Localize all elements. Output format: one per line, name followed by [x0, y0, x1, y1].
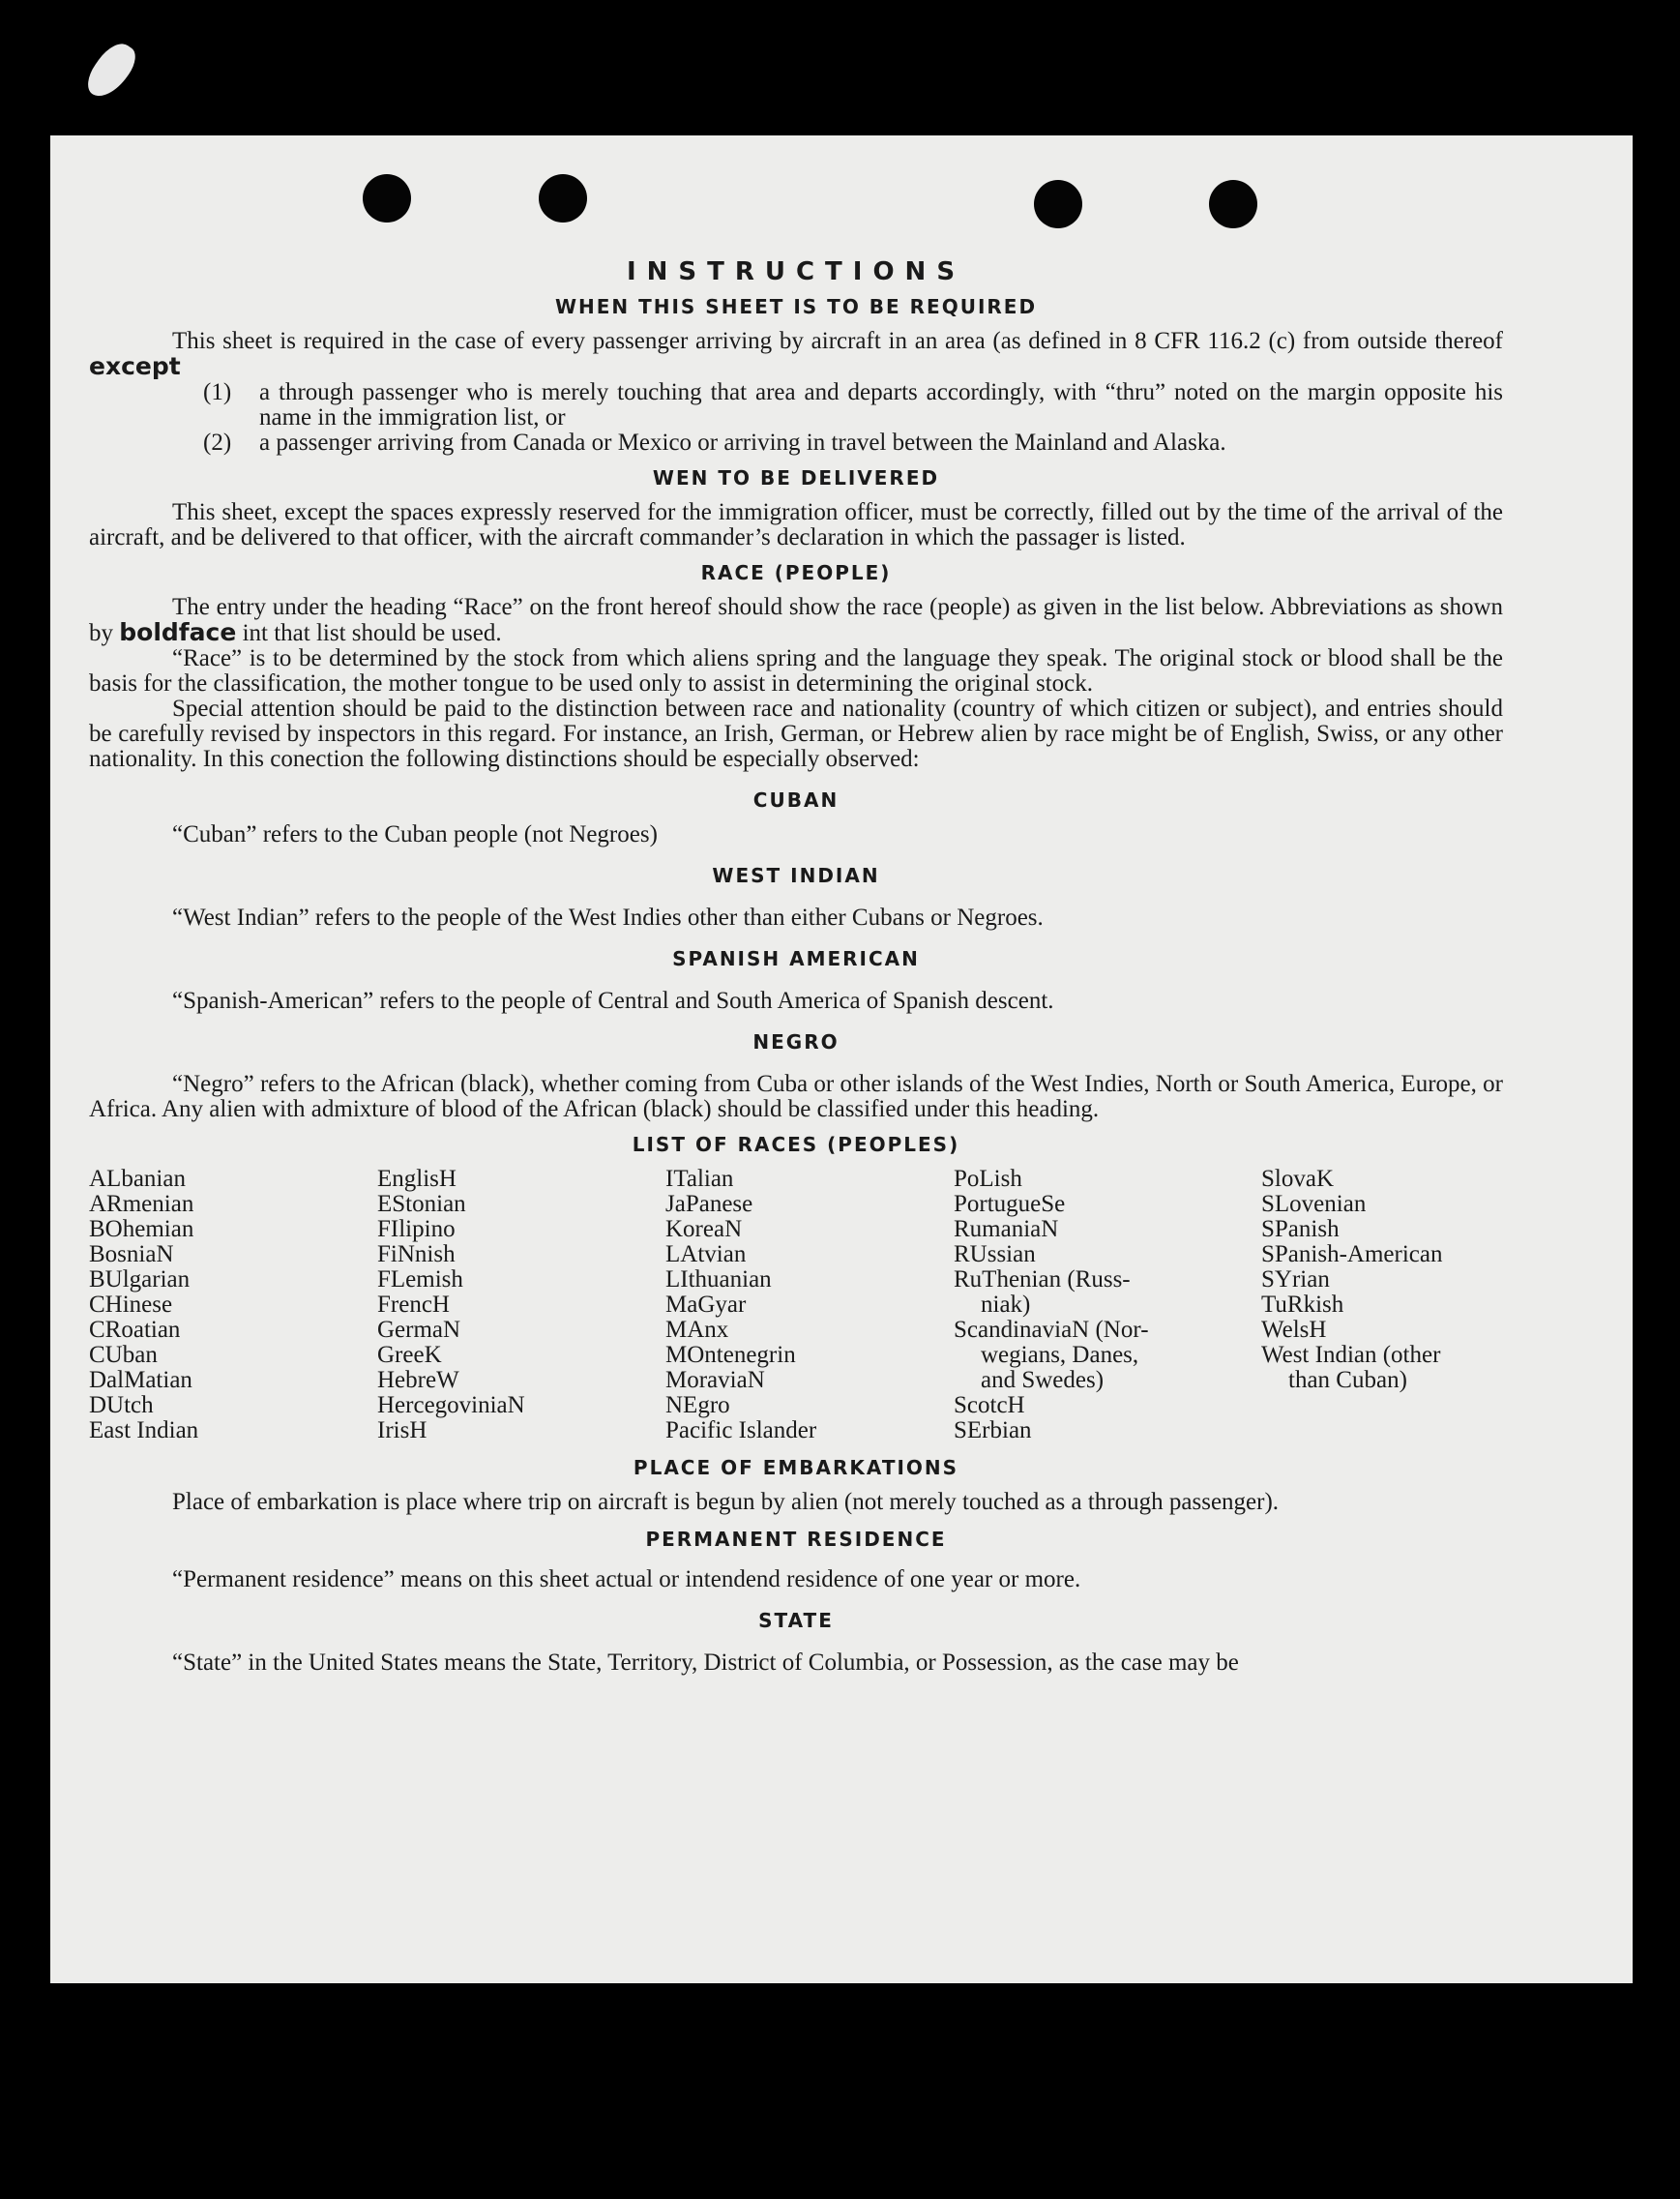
section-heading: WEN TO BE DELIVERED: [652, 466, 940, 490]
list-item: (2) a passenger arriving from Canada or Mexico or arriving in travel between the Mainland and Alaska.: [203, 430, 1226, 456]
paragraph: “Race” is to be determined by the stock from which aliens spring and the language they speak. The original stock or blood shall be the basis for the classification, the mother tongue to be used only to assist in determining the original stock.: [89, 645, 1503, 697]
races-column-1: ALbanian ARmenian BOhemian BosniaN BUlgarian CHinese CRoatian CUban DalMatian DUtch East Indian: [89, 1166, 199, 1443]
section-heading: NEGRO: [752, 1030, 840, 1054]
punch-hole: [1034, 180, 1082, 228]
paragraph: Place of embarkation is place where trip on aircraft is begun by alien (not merely touched as a through passenger).: [172, 1489, 1280, 1515]
paragraph: “Negro” refers to the African (black), whether coming from Cuba or other islands of the West Indies, North or South America, Europe, or Africa. Any alien with admixture of blood of the African (black) should be classified under this heading.: [89, 1071, 1503, 1122]
races-column-3: ITalian JaPanese KoreaN LAtvian LIthuanian MaGyar MAnx MOntenegrin MoraviaN NEgro Pacific Islander: [665, 1166, 817, 1443]
document-title: INSTRUCTIONS: [626, 257, 966, 286]
punch-hole: [539, 174, 587, 223]
bold-text: except: [89, 352, 181, 380]
paragraph: “West Indian” refers to the people of the West Indies other than either Cubans or Negroes.: [172, 905, 1044, 931]
punch-hole: [363, 174, 411, 223]
section-heading: PERMANENT RESIDENCE: [645, 1528, 947, 1551]
list-item: (1) a through passenger who is merely touching that area and departs accordingly, with “thru” noted on the margin opposite his name in the immigration list, or: [203, 379, 1503, 431]
races-column-5: SlovaK SLovenian SPanish SPanish-American SYrian TuRkish WelsH West Indian (other than Cuban): [1261, 1166, 1443, 1393]
paragraph: “Cuban” refers to the Cuban people (not Negroes): [172, 821, 658, 847]
paragraph: This sheet is required in the case of every passenger arriving by aircraft in an area (as defined in 8 CFR 116.2 (c) from outside thereof except: [89, 328, 1503, 380]
paragraph: “Permanent residence” means on this sheet actual or intendend residence of one year or more.: [172, 1566, 1081, 1592]
races-column-2: EnglisH EStonian FIlipino FiNnish FLemish FrencH GermaN GreeK HebreW HercegoviniaN IrisH: [377, 1166, 525, 1443]
bold-text: boldface: [119, 618, 237, 646]
section-heading: RACE (PEOPLE): [700, 561, 892, 584]
paragraph: This sheet, except the spaces expressly reserved for the immigration officer, must be correctly, filled out by the time of the arrival of the aircraft, and be delivered to that officer, with the aircraft commander’s declaration in which the passager is listed.: [89, 499, 1503, 550]
section-heading: LIST OF RACES (PEOPLES): [632, 1133, 960, 1156]
film-scratch: [80, 37, 141, 104]
races-list: [89, 1167, 1503, 1443]
punch-hole: [1209, 180, 1257, 228]
section-heading: WEST INDIAN: [712, 864, 880, 887]
races-column-4: PoLish PortugueSe RumaniaN RUssian RuThenian (Russ- niak) ScandinaviaN (Nor- wegians, Danes, and Swedes) ScotcH SErbian: [954, 1166, 1149, 1443]
section-heading: STATE: [758, 1609, 834, 1632]
paragraph: “Spanish-American” refers to the people of Central and South America of Spanish descent.: [172, 988, 1054, 1014]
section-heading: PLACE OF EMBARKATIONS: [633, 1456, 959, 1479]
paragraph: The entry under the heading “Race” on the front hereof should show the race (people) as given in the list below. Abbreviations as shown by boldface int that list should be used.: [89, 594, 1503, 646]
section-heading: WHEN THIS SHEET IS TO BE REQUIRED: [554, 295, 1038, 318]
paragraph: “State” in the United States means the State, Territory, District of Columbia, or Possession, as the case may be: [172, 1649, 1239, 1676]
section-heading: SPANISH AMERICAN: [672, 947, 920, 970]
document-body: [89, 259, 1503, 1676]
instruction-sheet: [50, 135, 1633, 1983]
section-heading: CUBAN: [752, 788, 840, 812]
paragraph: Special attention should be paid to the distinction between race and nationality (country of which citizen or subject), and entries should be carefully revised by inspectors in this regard. For instance, an Irish, German, or Hebrew alien by race might be of English, Swiss, or any other nationality. In this conection the following distinctions should be especially observed:: [89, 696, 1503, 772]
